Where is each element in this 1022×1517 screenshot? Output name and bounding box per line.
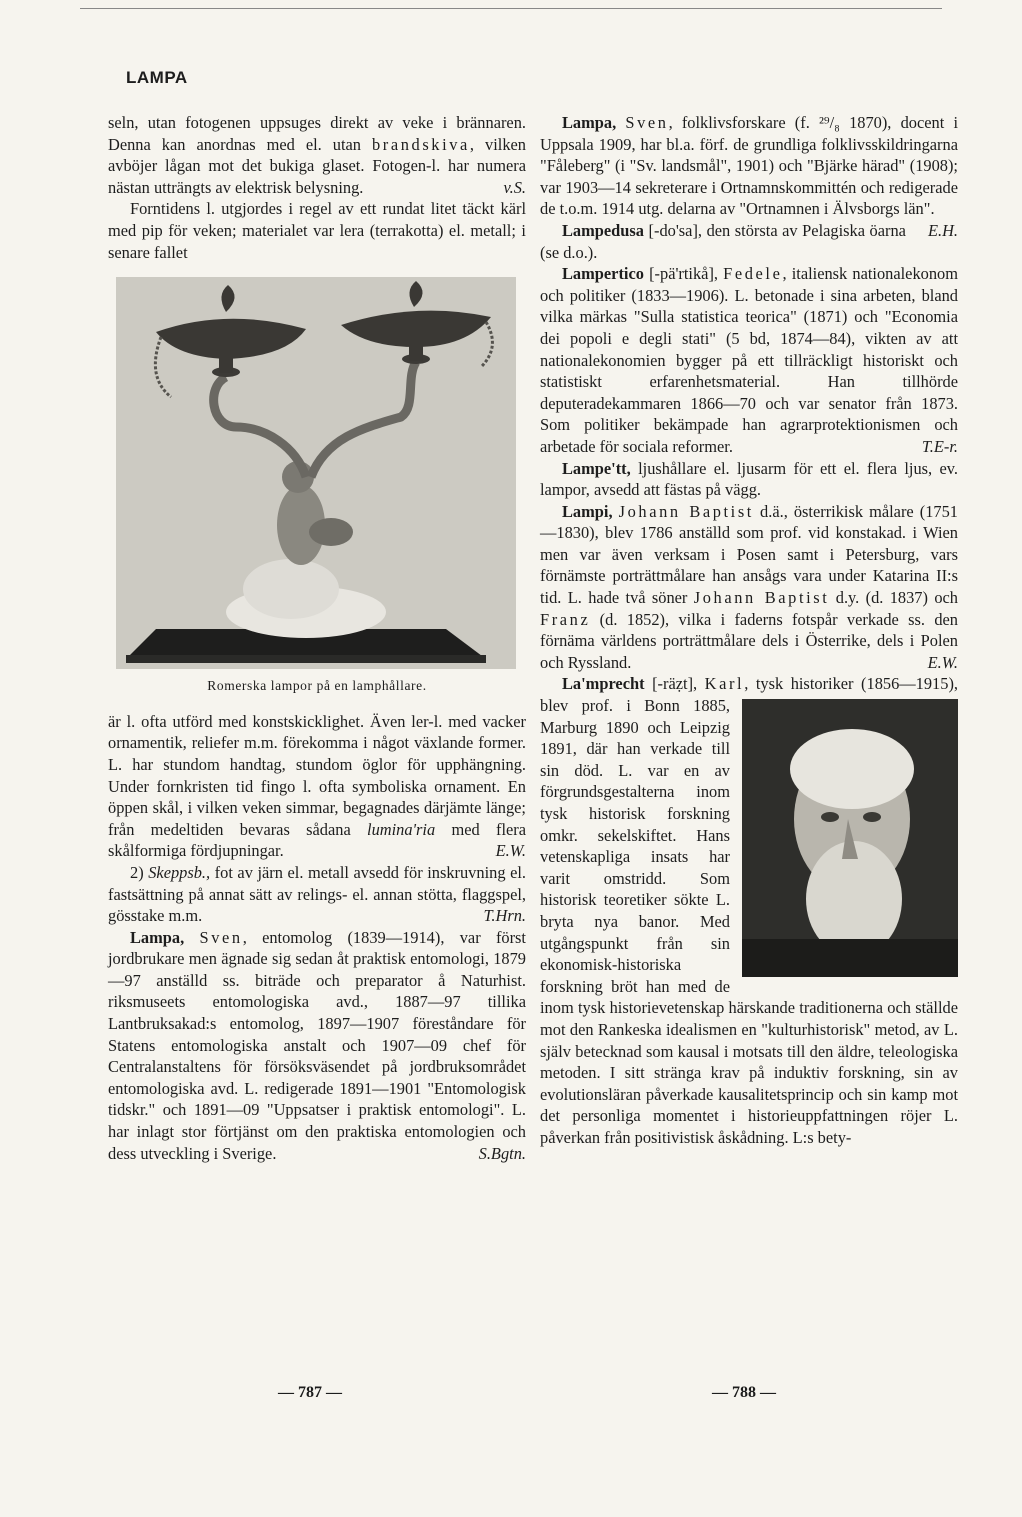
paragraph-skeppsb: 2) Skeppsb., fot av järn el. metall avsedd för inskruvning el. fastsättning på annat sätt av relings- el. annan stötta, flaggspel, gösstake m.m. T.Hrn. <box>108 862 526 926</box>
signature: T.Hrn. <box>483 906 526 926</box>
right-column <box>540 112 958 1149</box>
headword: Lampa, <box>130 927 185 947</box>
headword: Lampa, <box>562 113 617 132</box>
headword: La'mprecht <box>562 674 645 694</box>
entry-lampett: Lampe'tt, ljushållare el. ljusarm för ett el. flera ljus, ev. lampor, avsedd att fästas på vägg. <box>540 458 958 500</box>
top-rule <box>80 8 942 9</box>
left-column <box>108 112 526 1164</box>
paragraph-konstskicklighet: är l. ofta utförd med konstskicklighet. Även ler-l. med vacker ornamentik, reliefer m.m. förekomma i något växlande former. L. har stundom handtag, stundom öglor för upphängning. Under fornkristen tid fingo l. ofta symboliska ornament. En öppen skål, i vilken veken simmar, begagnades därjämte länge; från medeltiden bevaras sådana lumina'ria med flera skålformiga fördjupningar. E.W. <box>108 711 527 861</box>
headword: Lampi, <box>562 501 613 521</box>
entry-lampertico: Lampertico [-pä'rtikå], Fedele, italiensk nationalekonom och politiker (1833—1906). L. betonade i sina arbeten, bland vilka märkas "Sulla statistica teorica" (1871) och "Economia dei popoli e degli stati" (5 bd, 1874—84), vikten av att nationalekonomien bygger på ett tillräckligt historiskt och statistiskt erfarenhetsmaterial. Han tillhörde deputeradekammaren 1866—70 och var senator från 1873. Som politiker bekämpade han agrarprotektionismen och arbetade för sociala reformer. T.E-r. <box>540 264 958 456</box>
figure-caption: Romerska lampor på en lamphållare. <box>207 678 427 694</box>
headword: Lampedusa <box>562 220 644 240</box>
paragraph-brannare: seln, utan fotogenen uppsuges direkt av veke i brännaren. Denna kan anordnas med el. utan brandskiva, vilken avböjer lågan mot det bukiga glaset. Fotogen-l. har numera nästan utträngts av elektrisk belysning. v.S. <box>108 113 526 197</box>
headword: Lampe'tt, <box>562 458 631 478</box>
signature: E.W. <box>495 841 526 861</box>
entry-lampa-entomolog: Lampa, Sven, entomolog (1839—1914), var först jordbrukare men ägnade sig sedan åt praktisk entomologi, 1879—97 anställd ss. biträde och preparator å Naturhist. riksmuseets entomologiska avd., 1887—97 tillika Lantbruksakad:s entomolog, 1897—1907 föreståndare för Statens entomologiska anstalt och 1907—09 chef för Centralanstaltens för försöksväsendet på jordbruksområdet entomologiska avd. L. redigerade 1891—1901 "Entomologisk tidskr." och 1891—09 "Uppsatser i praktisk entomologi". L. har inlagt stor förtjänst om den praktiska entomologien och dess utveckling i Sverige. S.Bgtn. <box>108 927 526 1163</box>
entry-lamprecht: La'mprecht [-räẓt], Karl , tysk historiker (1856—1915), blev prof. i Bonn 1885, Marburg 1890 och Leipzig 1891, där han verkade till sin död. L. var en av förgrundsgestalterna inom tysk historisk forskning omkr. sekelskiftet. Hans vetenskapliga insats har varit omstridd. Som historisk teoretiker sökte L. bryta nya banor. Med utgångspunkt från sin ekonomisk-historiska forskning bröt han med de inom tysk historievetenskap härskande traditionerna och ställde mot den Rankeska idealismen en "kulturhistorisk" metod, av L. själv betecknad som kausal i motsats till den äldre, teleologiska metoden. I sitt stränga krav på induktiv forskning, sin av evolutionsläran påverkade kausalitetsprincip och sin kamp mot det personliga momentet i historieuppfattningen röjer L. påverkan från positivistisk åskådning. L:s bety- <box>540 674 959 1147</box>
signature: S.Bgtn. <box>478 1143 526 1163</box>
paragraph-forntidens: Forntidens l. utgjordes i regel av ett rundat litet täckt kärl med pip för veken; materialet var lera (terrakotta) el. metall; i senare fallet <box>108 199 526 262</box>
signature: E.W. <box>927 652 958 672</box>
entry-lampa-folklivsforskare: Lampa, Sven, folklivsforskare (f. ²⁹/₈ 1870), docent i Uppsala 1909, har bl.a. förf. de grundliga folklivsskildringarna "Fåleberg" (i "Sv. landsmål", 1901) och "Bjärke härad" (1908); var 1903—14 sekreterare i Ortnamnskommittén och redigerade de t.o.m. 1914 utg. delarna av "Ortnamnen i Älvsborgs län". E.H. <box>540 113 958 240</box>
headword: Lampertico <box>562 264 644 284</box>
signature: T.E-r. <box>921 436 958 456</box>
lamprecht-portrait <box>742 699 958 977</box>
page-number-left: — 787 — <box>278 1384 342 1401</box>
running-head: LAMPA <box>126 68 188 87</box>
portrait-illustration <box>742 699 958 977</box>
entry-lampedusa: Lampedusa [-do'sa], den största av Pelagiska öarna (se d.o.). <box>540 220 906 262</box>
signature: E.H. <box>927 220 958 240</box>
signature: v.S. <box>503 177 526 197</box>
page-number-right: — 788 — <box>712 1384 776 1401</box>
lamp-holder-photo <box>116 277 516 669</box>
entry-lampi: Lampi, Johann Baptist d.ä., österrikisk målare (1751—1830), blev 1786 anställd som prof. vid konstakad. i Wien men var även verksam i Posen samt i Petersburg, vars förnämste porträttmålare han ansågs vara under Katarina II:s tid. L. hade två söner Johann Baptist d.y. (d. 1837) och Franz (d. 1852), vilka i faderns fotspår verkade ss. den förnäma världens porträttmålare dels i Österrike, dels i Polen och Ryssland. E.W. <box>540 501 958 672</box>
lamp-holder-illustration <box>116 277 516 669</box>
